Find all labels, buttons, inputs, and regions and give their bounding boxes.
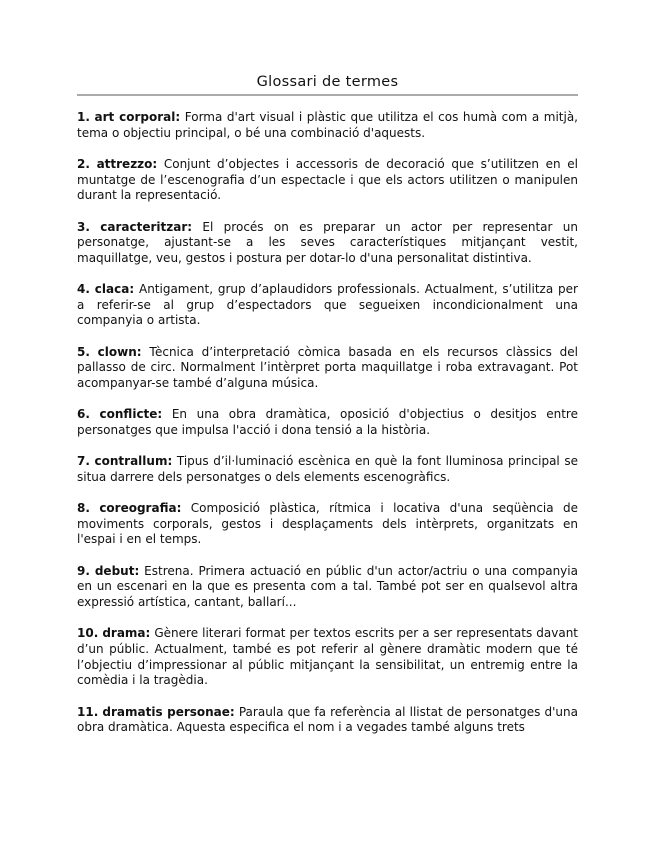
entry-term: dramatis personae: <box>102 704 235 719</box>
glossary-entry <box>77 705 578 736</box>
entry-definition: Estrena. Primera actuació en públic d'un actor/actriu o una companyia en un escenari en la que es presenta com a tal. També pot ser en qualsevol altra expressió artística, cantant, ballarí... <box>77 563 578 610</box>
entry-term: drama: <box>102 626 151 641</box>
entry-definition: Forma d'art visual i plàstic que utilitza el cos humà com a mitjà, tema o objectiu principal, o bé una combinació d'aquests. <box>77 110 578 140</box>
entry-term: contrallum: <box>94 454 173 469</box>
entry-definition: Tipus d’il·luminació escènica en què la font lluminosa principal se situa darrere dels personatges o dels elements escenogràfics. <box>77 454 578 484</box>
entry-term: attrezzo: <box>96 156 158 171</box>
entry-number: 11. <box>77 704 99 719</box>
entry-number: 6. <box>77 407 90 422</box>
entry-term: coreografia: <box>99 501 182 516</box>
entry-definition: Tècnica d’interpretació còmica basada en els recursos clàssics del pallasso de circ. Normalment l’intèrpret porta maquillatge i roba extravagant. Pot acompanyar-se també d’alguna música. <box>77 344 578 390</box>
glossary-entry <box>77 407 578 438</box>
entry-number: 5. <box>77 344 90 359</box>
entry-number: 10. <box>77 626 99 641</box>
entry-number: 9. <box>77 563 90 578</box>
page-title: Glossari de termes <box>77 74 578 96</box>
entry-term: caracteritzar: <box>100 219 193 234</box>
entry-definition: El procés on es preparar un actor per representar un personatge, ajustant-se a les seves característiques mitjançant vestit, maquillatge, veu, gestos i postura per dotar-lo d'una personalitat distintiva. <box>77 219 578 265</box>
entry-number: 8. <box>77 501 90 516</box>
entry-definition: Gènere literari format per textos escrits per a ser representats davant d’un públic. Actualment, també es pot referir al gènere dramàtic modern que té l’objectiu d’impressionar al públic mitjançant la sensibilitat, un entremig entre la comèdia i la tragèdia. <box>77 626 579 688</box>
entry-definition: En una obra dramàtica, oposició d'objectius o desitjos entre personatges que impulsa l'acció i dona tensió a la història. <box>77 407 578 437</box>
entry-number: 2. <box>77 156 90 171</box>
entry-term: art corporal: <box>94 110 181 124</box>
glossary-list <box>77 110 578 736</box>
glossary-entry <box>77 564 578 611</box>
entry-number: 7. <box>77 454 90 469</box>
glossary-entry <box>77 501 578 548</box>
entry-definition: Composició plàstica, rítmica i locativa d'una seqüència de moviments corporals, gestos i desplaçaments dels intèrprets, organitzats en l'espai i en el temps. <box>77 501 578 547</box>
glossary-entry <box>77 454 578 485</box>
entry-term: debut: <box>94 563 140 578</box>
document-page <box>77 74 578 752</box>
glossary-entry <box>77 110 578 141</box>
glossary-entry <box>77 220 578 267</box>
glossary-entry <box>77 157 578 204</box>
entry-definition: Paraula que fa referència al llistat de personatges d'una obra dramàtica. Aquesta especifica el nom i a vegades també alguns trets <box>77 704 578 735</box>
entry-number: 4. <box>77 282 90 297</box>
entry-term: clown: <box>97 344 142 359</box>
glossary-entry <box>77 626 578 688</box>
glossary-entry <box>77 345 578 392</box>
entry-number: 3. <box>77 219 90 234</box>
entry-term: conflicte: <box>99 407 163 422</box>
entry-definition: Conjunt d’objectes i accessoris de decoració que s’utilitzen en el muntatge de l’escenografia d’un espectacle i que els actors utilitzen o manipulen durant la representació. <box>77 156 578 203</box>
glossary-entry <box>77 282 578 329</box>
entry-number: 1. <box>77 110 90 124</box>
entry-definition: Antigament, grup d’aplaudidors professionals. Actualment, s’utilitza per a referir-se al grup d’espectadors que segueixen incondicionalment una companyia o artista. <box>77 282 578 328</box>
entry-term: claca: <box>94 282 135 297</box>
